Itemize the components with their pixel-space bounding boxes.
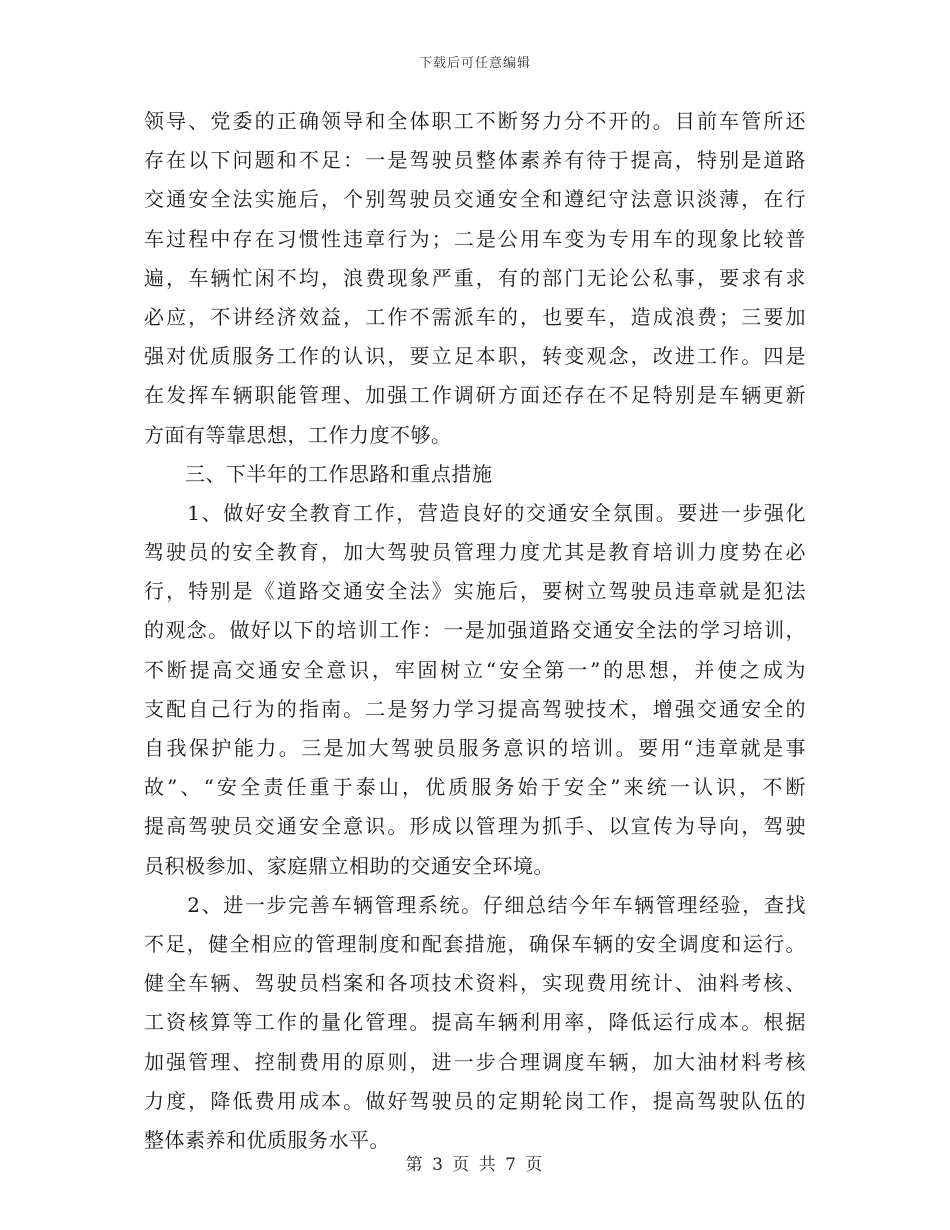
text-line: 在发挥车辆职能管理、加强工作调研方面还存在不足特别是车辆更新 bbox=[144, 383, 806, 408]
text-line: 行，特别是《道路交通安全法》实施后，要树立驾驶员违章就是犯法 bbox=[144, 579, 806, 604]
document-body bbox=[144, 102, 806, 1160]
text-line: 领导、党委的正确领导和全体职工不断努力分不开的。目前车管所还 bbox=[144, 109, 806, 133]
text-line: 强对优质服务工作的认识，要立足本职，转变观念，改进工作。四是 bbox=[144, 344, 806, 369]
text-line: 力度，降低费用成本。做好驾驶员的定期轮岗工作，提高驾驶队伍的 bbox=[144, 1088, 806, 1113]
text-line: 车过程中存在习惯性违章行为；二是公用车变为专用车的现象比较普 bbox=[144, 226, 806, 251]
text-line: 必应，不讲经济效益，工作不需派车的，也要车，造成浪费；三要加 bbox=[144, 304, 806, 329]
heading-line: 三、下半年的工作思路和重点措施 bbox=[144, 461, 493, 486]
text-line: 健全车辆、驾驶员档案和各项技术资料，实现费用统计、油料考核、 bbox=[144, 971, 806, 996]
text-line: 不断提高交通安全意识，牢固树立“安全第一”的思想，并使之成为 bbox=[144, 657, 806, 682]
paragraph-safety-education bbox=[144, 494, 806, 886]
text-line: 整体素养和优质服务水平。 bbox=[144, 1127, 390, 1152]
text-line: 工资核算等工作的量化管理。提高车辆利用率，降低运行成本。根据 bbox=[144, 1010, 806, 1035]
text-line: 存在以下问题和不足：一是驾驶员整体素养有待于提高，特别是道路 bbox=[144, 148, 806, 173]
text-line: 员积极参加、家庭鼎立相助的交通安全环境。 bbox=[144, 853, 554, 878]
text-line: 不足，健全相应的管理制度和配套措施，确保车辆的安全调度和运行。 bbox=[144, 931, 806, 956]
text-line: 方面有等靠思想，工作力度不够。 bbox=[144, 422, 452, 447]
text-line: 1、做好安全教育工作，营造良好的交通安全氛围。要进一步强化 bbox=[144, 500, 806, 525]
text-line: 2、进一步完善车辆管理系统。仔细总结今年车辆管理经验，查找 bbox=[144, 892, 806, 917]
text-line: 支配自己行为的指南。二是努力学习提高驾驶技术，增强交通安全的 bbox=[144, 696, 806, 721]
text-line: 的观念。做好以下的培训工作：一是加强道路交通安全法的学习培训， bbox=[144, 618, 806, 643]
text-line: 提高驾驶员交通安全意识。形成以管理为抓手、以宣传为导向，驾驶 bbox=[144, 814, 806, 839]
paragraph-problems bbox=[144, 102, 806, 455]
paragraph-vehicle-management bbox=[144, 886, 806, 1160]
page-header: 下载后可任意编辑 bbox=[418, 56, 531, 71]
text-line: 驾驶员的安全教育，加大驾驶员管理力度尤其是教育培训力度势在必 bbox=[144, 540, 806, 565]
section-heading bbox=[144, 455, 806, 494]
text-line: 交通安全法实施后，个别驾驶员交通安全和遵纪守法意识淡薄，在行 bbox=[144, 187, 806, 212]
text-line: 加强管理、控制费用的原则，进一步合理调度车辆，加大油材料考核 bbox=[144, 1049, 806, 1074]
text-line: 遍，车辆忙闲不均，浪费现象严重，有的部门无论公私事，要求有求 bbox=[144, 265, 806, 290]
text-line: 自我保护能力。三是加大驾驶员服务意识的培训。要用“违章就是事 bbox=[144, 736, 806, 760]
page-number-footer: 第 3 页 共 7 页 bbox=[405, 1155, 545, 1175]
text-line: 故”、“安全责任重于泰山，优质服务始于安全”来统一认识，不断 bbox=[144, 775, 806, 800]
